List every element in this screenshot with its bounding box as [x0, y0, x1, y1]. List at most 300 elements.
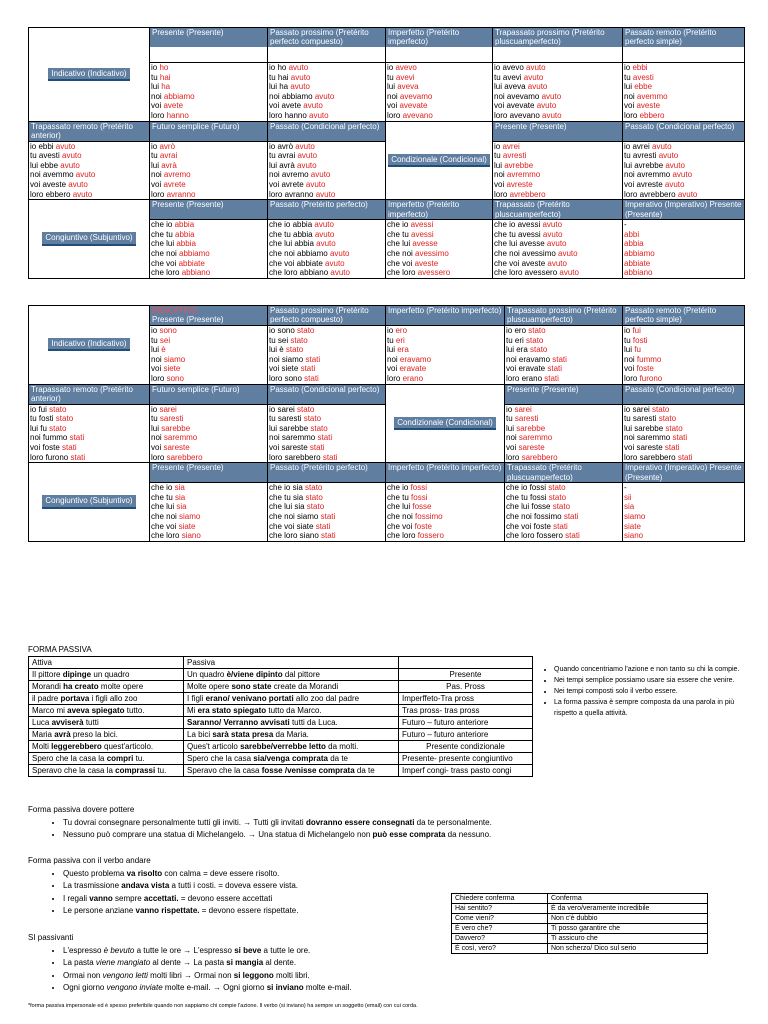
label-text: Indicativo (Indicativo)	[48, 68, 129, 81]
pronoun-aux: io sono	[269, 326, 298, 335]
pronoun-aux: noi eravamo	[506, 354, 553, 364]
conjugation-line	[150, 161, 267, 171]
conjugation-line	[268, 355, 385, 365]
conjugation-line	[386, 531, 504, 541]
conjugation-line	[150, 82, 267, 92]
pronoun-aux: voi	[151, 179, 164, 189]
attiva-cell	[29, 729, 184, 741]
verb-ending: erano	[402, 373, 424, 383]
conjugation-line	[505, 493, 622, 503]
conjugation-line	[505, 336, 622, 346]
text-segment: La bici	[187, 730, 213, 739]
header-imperfetto	[386, 306, 505, 326]
verb-ending: avuto	[658, 151, 679, 161]
verb-ending: avuto	[314, 91, 335, 101]
verb-ending: saresti	[514, 414, 539, 424]
verb-ending: avuto	[314, 229, 335, 239]
text-segment: portava	[60, 694, 90, 703]
text-segment: Molte opere	[187, 682, 232, 691]
pronoun-aux: che lui	[387, 502, 413, 512]
text-segment: preso la bici.	[70, 730, 118, 739]
verb-ending: siate	[624, 521, 641, 531]
conjugation-line	[505, 522, 622, 532]
pronoun-aux: noi saremmo	[624, 433, 673, 443]
conjugation-line	[623, 161, 744, 171]
conjugation-line	[623, 101, 744, 111]
text-segment: un quadro	[91, 670, 130, 679]
conjugation-line	[150, 531, 267, 541]
pronoun-aux: io	[494, 141, 503, 151]
verb-ending: avesse	[412, 239, 438, 249]
header-futuro	[150, 384, 268, 404]
header-text: Presente (Presente)	[493, 122, 622, 141]
list-item: • Nei tempi composti solo il verbo essere.	[554, 686, 746, 697]
conjugation-line	[268, 180, 385, 190]
pronoun-aux: che voi aveste	[494, 258, 548, 268]
passiva-cell	[184, 729, 399, 741]
verb-ending: ebbi	[632, 63, 648, 72]
verb-ending: furono	[639, 373, 663, 383]
verb-ending: avuto	[329, 248, 350, 258]
pronoun-aux: che noi avessimo	[494, 248, 559, 258]
header-futuro	[150, 121, 268, 141]
conjugation-line	[150, 512, 267, 522]
text-segment: leggerebbero	[51, 742, 102, 751]
pronoun-aux: lui ha	[269, 82, 291, 92]
pronoun-aux: che voi foste	[506, 521, 554, 531]
verb-ending: avuto	[297, 151, 318, 161]
header-text: Passato prossimo (Pretérito perfecto compuesto)	[268, 28, 385, 47]
text-segment: si leggono	[233, 970, 274, 980]
tempo-cell: Futuro – futuro anteriore	[399, 729, 533, 741]
conjugation-line	[150, 239, 267, 249]
text-segment: il padre	[32, 694, 61, 703]
pronoun-aux: noi	[151, 354, 164, 364]
conjugation-line	[623, 355, 744, 365]
verb-ending: sia	[175, 492, 186, 502]
conjugation-line	[268, 443, 385, 453]
conjugation-line	[29, 170, 149, 180]
conjugation-line	[623, 73, 744, 83]
pronoun-aux: voi sareste	[269, 442, 310, 452]
conjugation-line	[150, 230, 267, 240]
text-segment: Saranno/ Verranno avvisati	[187, 718, 290, 727]
header-text: Trapassato prossimo (Pretérito pluscuamperfecto)	[493, 28, 622, 47]
verb-ending: sarebbero	[166, 452, 203, 462]
table-cell: Non scherzo/ Dico sul serio	[548, 944, 708, 954]
header-presente	[150, 28, 268, 63]
conjugation-cell	[386, 63, 493, 122]
pronoun-aux: loro	[151, 189, 167, 199]
verb-ending: stato	[552, 502, 571, 512]
text-segment: con calma = deve essere risolto.	[162, 868, 280, 878]
pronoun-aux: noi abbiamo	[269, 91, 315, 101]
text-segment: Spero che la casa la	[32, 754, 107, 763]
verb-ending: stato	[528, 326, 546, 335]
text-segment: Nessuno può comprare una statua di Michelangelo. → Una statua di Michelangelo non	[63, 830, 373, 839]
header-text: Passato remoto (Pretérito perfecto simple)	[623, 28, 744, 47]
label-text: Condizionale (Condicional)	[388, 154, 490, 167]
pronoun-aux: che loro	[387, 531, 418, 541]
header-text: Trapassato remoto (Pretérito anterior)	[29, 122, 149, 141]
verb-ending: avranno	[166, 189, 196, 199]
table-row	[452, 944, 708, 954]
text-segment: è/viene dipinto	[226, 670, 283, 679]
pronoun-aux: loro avranno	[269, 189, 316, 199]
pronoun-aux: voi siete	[269, 364, 301, 374]
header-passato-condicional	[623, 384, 745, 404]
conjugation-cell	[493, 141, 623, 200]
pronoun-aux: io ho	[269, 63, 289, 72]
pronoun-aux: che io	[151, 483, 175, 493]
pronoun-aux: che loro	[151, 531, 182, 541]
verb-ending: stati	[565, 531, 580, 541]
pronoun-aux: che lui avesse	[494, 239, 547, 249]
table-cell: Ti assicuro che	[548, 934, 708, 944]
header-text: Passato prossimo (Pretérito perfecto compuesto)	[268, 306, 385, 325]
header-text: Passato remoto (Pretérito perfecto simple)	[623, 306, 744, 325]
label-text: Congiuntivo (Subjuntivo)	[42, 495, 135, 508]
attiva-cell	[29, 705, 184, 717]
verb-ending: avuto	[558, 248, 578, 258]
conjugation-line	[150, 180, 267, 190]
pronoun-aux: lui	[387, 82, 398, 92]
conjugation-line	[268, 268, 385, 278]
mood-label-condizionale	[386, 121, 493, 200]
header-passato-remoto	[623, 28, 745, 63]
text-segment: sarebbe/verrebbe letto	[240, 742, 326, 751]
pronoun-aux: che io sia	[269, 483, 306, 493]
verb-ending: sarebbe	[516, 423, 546, 433]
conjugation-line	[268, 73, 385, 83]
header-text: Passato (Pretérito perfecto)	[268, 200, 385, 219]
conjugation-line	[623, 92, 744, 102]
pronoun-aux: voi	[387, 364, 400, 374]
verb-ending: avuto	[546, 239, 567, 249]
text-segment: al dente → La pasta	[150, 958, 227, 967]
conjugation-line	[268, 336, 385, 346]
pronoun-aux: voi	[624, 101, 637, 111]
verb-ending: ero	[395, 326, 408, 335]
pronoun-aux: che lui	[151, 502, 177, 512]
section-title: SI passivanti	[28, 933, 74, 942]
conjugation-line	[386, 512, 504, 522]
conjugation-line	[386, 259, 492, 269]
conjugation-line	[150, 374, 267, 384]
table-row	[29, 717, 533, 729]
conjugation-line	[150, 414, 267, 424]
verb-ending: saremmo	[518, 433, 553, 443]
pronoun-aux: noi	[494, 170, 507, 180]
verb-ending: fosti	[632, 335, 648, 345]
verb-ending: avuto	[652, 141, 672, 151]
text-segment: molti libri.	[273, 970, 310, 980]
conjugation-cell	[268, 483, 386, 542]
conjugation-cell	[268, 404, 386, 463]
pronoun-aux: voi	[151, 101, 164, 111]
verb-ending: fossimo	[415, 511, 443, 521]
pronoun-aux: tu fosti	[30, 414, 56, 424]
conjugation-line	[150, 73, 267, 83]
label-text: Condizionale (Condicional)	[394, 417, 496, 430]
pronoun-aux: che lui abbia	[269, 239, 317, 249]
conjugation-line	[623, 424, 744, 434]
verb-ending: fossero	[417, 531, 444, 541]
pronoun-aux: io	[387, 63, 396, 72]
conjugation-cell	[29, 141, 150, 200]
conjugation-cell	[493, 63, 623, 122]
pronoun-aux: tu	[624, 335, 633, 345]
pronoun-aux: loro sarebbero	[624, 452, 678, 462]
text-segment: si beve	[234, 945, 262, 955]
header-passato-condicional	[268, 121, 386, 141]
header-passato	[268, 463, 386, 483]
conjugation-line	[386, 326, 504, 336]
pronoun-aux: tu eri	[506, 335, 527, 345]
pronoun-aux: che io	[387, 220, 411, 230]
pronoun-aux: noi	[624, 354, 637, 364]
tempo-cell: Presente	[399, 669, 533, 681]
conjugation-line	[150, 345, 267, 355]
conjugation-line	[493, 151, 622, 161]
table-cell: Hai sentito?	[452, 904, 548, 914]
conjugation-line	[150, 259, 267, 269]
header-trapassato-remoto	[29, 121, 150, 141]
verb-ending: stati	[315, 521, 331, 531]
conjugation-line	[150, 453, 267, 463]
conjugation-line	[150, 336, 267, 346]
verb-ending: stati	[62, 442, 77, 452]
conjugation-line	[493, 161, 622, 171]
verb-ending: stati	[553, 521, 568, 531]
pronoun-aux: voi	[387, 101, 400, 111]
text-segment: molte e-mail.	[303, 983, 352, 992]
header-passato-prossimo	[268, 306, 386, 326]
pronoun-aux: tu saresti	[269, 414, 304, 424]
text-segment: a tutte le ore.	[261, 945, 311, 955]
text-segment: fosse /venisse comprata	[261, 766, 355, 775]
conjugation-line	[623, 259, 744, 269]
table-row	[29, 753, 533, 765]
pronoun-aux: lui	[494, 160, 505, 170]
verb-ending: avesti	[632, 72, 654, 82]
verb-ending: avresti	[502, 151, 527, 161]
pronoun-aux: voi avrete	[269, 179, 306, 189]
conjugation-line	[29, 414, 149, 424]
conjugation-line	[29, 443, 149, 453]
pronoun-aux: lui	[506, 423, 517, 433]
indicativo-caps: INDICATIVO	[152, 306, 198, 315]
conjugation-line	[150, 443, 267, 453]
text-segment: da Maria.	[273, 730, 309, 739]
conjugation-line	[623, 443, 744, 453]
pronoun-aux: lui sarebbe	[269, 423, 311, 433]
verb-ending: stato	[305, 483, 323, 493]
pronoun-aux: io	[151, 326, 160, 335]
table-cell: Ti posso garantire che	[548, 924, 708, 934]
conjugation-line	[268, 493, 385, 503]
conjugation-line	[150, 405, 267, 415]
header-text: Futuro semplice (Futuro)	[150, 385, 267, 404]
verb-ending: avrebbe	[504, 160, 534, 170]
mood-label-indicativo	[29, 306, 150, 385]
verb-ending: avuto	[672, 170, 693, 180]
list-item	[63, 957, 352, 970]
section-si-passivanti	[28, 932, 352, 995]
pronoun-aux: loro	[494, 189, 510, 199]
pronoun-aux: che voi siate	[269, 521, 316, 531]
pronoun-aux: tu	[494, 151, 503, 161]
conjugation-line	[493, 239, 622, 249]
table-cell: È così, vero?	[452, 944, 548, 954]
verb-ending: stati	[552, 354, 567, 364]
conjugation-line	[505, 424, 622, 434]
pronoun-aux: che voi abbiate	[269, 258, 326, 268]
table-cell: Non c'è dubbio	[548, 914, 708, 924]
conjugation-line	[150, 151, 267, 161]
conjugation-cell	[623, 141, 745, 200]
verb-ending: avuto	[75, 170, 96, 180]
pronoun-aux: voi avevate	[494, 101, 537, 111]
verb-ending: siete	[163, 364, 181, 374]
pronoun-aux: loro sono	[269, 373, 305, 383]
conjugation-line	[386, 374, 504, 384]
conjugation-line	[268, 374, 385, 384]
text-segment: create da Morandi	[271, 682, 339, 691]
conjugation-line	[29, 180, 149, 190]
attiva-cell	[29, 765, 184, 777]
verb-ending: siamo	[163, 354, 186, 364]
pronoun-aux: loro ebbero	[30, 189, 73, 199]
verb-ending: ho	[159, 63, 169, 72]
conjugation-line	[505, 405, 622, 415]
text-segment: Marco mi	[32, 706, 68, 715]
verb-ending: ebbe	[634, 82, 653, 92]
list-item: • La forma passiva è sempre composta da una parola in più rispetto a quella attività.	[554, 697, 746, 719]
verb-ending: stato	[658, 414, 677, 424]
conjugation-line	[150, 433, 267, 443]
pronoun-aux: io	[151, 404, 160, 414]
verb-ending: aveste	[414, 258, 439, 268]
verb-ending: abbiate	[178, 258, 205, 268]
conjugation-line	[268, 259, 385, 269]
verb-ending: fui	[632, 326, 641, 335]
header-trapassato-remoto	[29, 384, 150, 404]
passiva-cell	[184, 765, 399, 777]
pronoun-aux: che tu sia	[269, 492, 306, 502]
text-segment: da te personalmente.	[414, 817, 492, 827]
verb-ending: avuto	[309, 110, 329, 120]
text-segment: I regali	[63, 893, 90, 903]
header-passato-remoto	[623, 306, 745, 326]
column-header-passiva: Passiva	[184, 657, 399, 669]
verb-ending: stato	[290, 335, 308, 345]
text-segment: molti libri → Ormai non	[147, 970, 234, 980]
tempo-cell: Imperf congi- trass pasto congi	[399, 765, 533, 777]
text-segment: Ormai non	[63, 970, 103, 980]
section-title: Forma passiva dovere pottere	[28, 805, 135, 814]
text-segment: da te	[327, 754, 348, 763]
tempo-cell: Futuro – futuro anteriore	[399, 717, 533, 729]
text-segment: Morandi	[32, 682, 64, 691]
verb-ending: stato	[548, 492, 567, 502]
pronoun-aux: voi	[506, 442, 519, 452]
verb-ending: stati	[320, 511, 336, 521]
pronoun-aux: tu	[151, 72, 160, 82]
pronoun-aux: che tu	[387, 229, 412, 239]
header-text: Imperfetto (Pretérito imperfecto)	[386, 463, 504, 482]
verb-ending: sei	[159, 335, 171, 345]
conjugation-line	[268, 405, 385, 415]
text-segment: Ques't articolo	[187, 742, 241, 751]
verb-ending: avuto	[60, 160, 80, 170]
pronoun-aux: loro avevano	[494, 110, 543, 120]
verb-ending: sarebbe	[161, 423, 191, 433]
verb-ending: avuto	[290, 72, 311, 82]
text-segment: vanno rispettate.	[135, 906, 200, 915]
pronoun-aux: tu	[151, 414, 160, 424]
verb-table-avere	[28, 27, 745, 279]
conjugation-line	[623, 82, 744, 92]
pronoun-aux: che io fossi	[506, 483, 549, 493]
header-text: Futuro semplice (Futuro)	[150, 122, 267, 141]
tempo-cell: Presente- presente congiuntivo	[399, 753, 533, 765]
conjugation-line	[623, 151, 744, 161]
conjugation-line	[493, 82, 622, 92]
conjugation-line	[268, 453, 385, 463]
conjugation-line	[623, 142, 744, 152]
text-segment: = devono essere rispettate.	[199, 906, 299, 915]
pronoun-aux: lui ebbe	[30, 160, 61, 170]
pronoun-aux: lui fu	[30, 423, 50, 433]
verb-ending: stati	[563, 511, 579, 521]
verb-ending: siamo	[624, 511, 646, 521]
conjugation-line	[268, 239, 385, 249]
header-text: Passato (Condicional perfecto)	[623, 122, 744, 141]
conjugation-line	[505, 512, 622, 522]
verb-ending: avuto	[55, 141, 76, 151]
verb-ending: hai	[159, 72, 171, 82]
pronoun-aux: noi saremmo	[269, 433, 318, 443]
verb-ending: stato	[530, 345, 548, 355]
pronoun-aux: io	[151, 141, 160, 151]
conjugation-cell	[623, 63, 745, 122]
header-text: Presente (Presente)	[150, 200, 267, 219]
pronoun-aux: tu sei	[269, 335, 291, 345]
text-segment: da te	[354, 766, 375, 775]
conjugation-line	[29, 142, 149, 152]
pronoun-aux: lui aveva	[494, 82, 528, 92]
verb-ending: avuto	[541, 91, 562, 101]
conjugation-cell	[386, 220, 493, 279]
forma-passiva-title: FORMA PASSIVA	[28, 645, 92, 654]
header-passato-condicional	[268, 384, 386, 404]
verb-ending: abbiano	[181, 268, 211, 278]
verb-ending: fossi	[411, 492, 428, 502]
pronoun-aux: che tu avessi	[494, 229, 543, 239]
pronoun-aux: loro	[387, 110, 403, 120]
header-text: Imperfetto (Pretérito imperfecto)	[386, 200, 492, 219]
conjugation-line	[493, 230, 622, 240]
verb-ending: avuto	[297, 160, 317, 170]
verb-ending: ha	[161, 82, 171, 92]
text-segment: tu.	[133, 754, 145, 763]
conjugation-line	[268, 82, 385, 92]
verb-ending: avevo	[395, 63, 417, 72]
text-segment: Spero che la casa	[187, 754, 254, 763]
conjugation-cell	[150, 141, 268, 200]
text-segment: L'espresso	[63, 945, 104, 955]
